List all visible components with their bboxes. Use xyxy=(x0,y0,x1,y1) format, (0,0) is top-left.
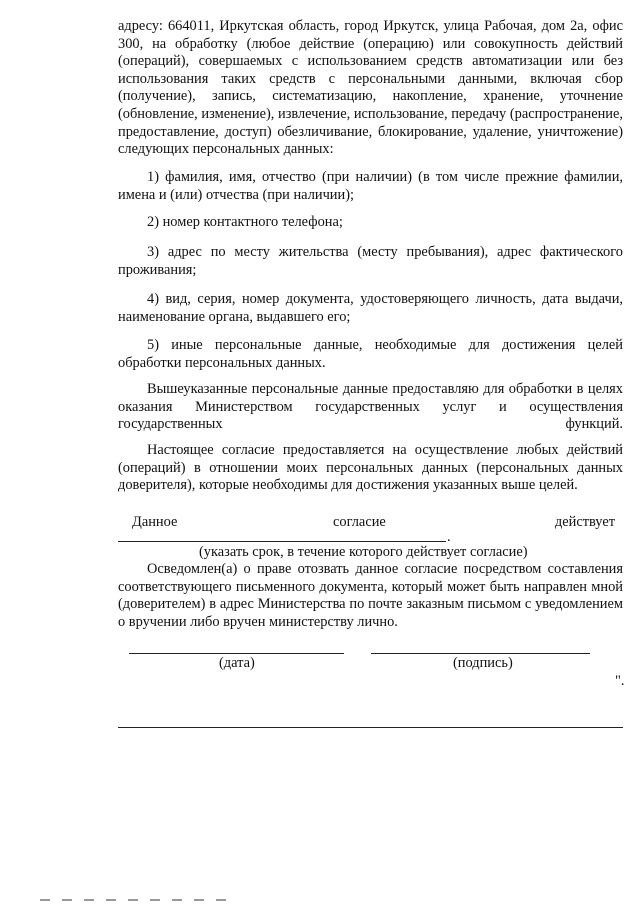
date-label: (дата) xyxy=(219,655,255,671)
list-item: 4) вид, серия, номер документа, удостоверяющего личность, дата выдачи, наименование органа, выдавшего его; xyxy=(118,291,623,325)
validity-word: согласие xyxy=(333,514,386,530)
validity-word: Данное xyxy=(132,514,178,530)
validity-line xyxy=(118,514,623,532)
validity-line-end: . xyxy=(447,529,451,545)
closing-quote: ". xyxy=(615,673,625,689)
validity-hint: (указать срок, в течение которого действует согласие) xyxy=(199,544,528,560)
revoke-paragraph: Осведомлен(а) о праве отозвать данное согласие посредством составления соответствующего письменного документа, который может быть направлен мной (доверителем) в адрес Министерства по почте заказным письмом с уведомлением о вручении либо вручен министерству лично. xyxy=(118,561,623,630)
validity-term-line xyxy=(118,541,446,542)
validity-word: действует xyxy=(554,514,615,530)
signature-line xyxy=(371,653,590,654)
signature-label: (подпись) xyxy=(453,655,513,671)
list-item: 1) фамилия, имя, отчество (при наличии) (в том числе прежние фамилии, имена и (или) отчества (при наличии); xyxy=(118,169,623,203)
list-item: 2) номер контактного телефона; xyxy=(147,214,343,230)
scan-artifact xyxy=(40,899,230,901)
purpose-paragraph: Вышеуказанные персональные данные предоставляю для обработки в целях оказания Министерством государственных услуг и осуществления государственных функций. xyxy=(118,381,623,433)
list-item: 3) адрес по месту жительства (месту пребывания), адрес фактического проживания; xyxy=(118,244,623,278)
list-item: 5) иные персональные данные, необходимые для достижения целей обработки персональных данных. xyxy=(118,337,623,371)
footer-divider xyxy=(118,727,623,728)
scope-paragraph: Настоящее согласие предоставляется на осуществление любых действий (операций) в отношении моих персональных данных (персональных данных доверителя), которые необходимы для достижения указанных выше целей. xyxy=(118,442,623,494)
intro-paragraph: адресу: 664011, Иркутская область, город Иркутск, улица Рабочая, дом 2а, офис 300, на обработку (любое действие (операцию) или совокупность действий (операций), совершаемых с использованием средств автоматизации или без использования таких средств с персональными данными, включая сбор (получение), запись, систематизацию, накопление, хранение, уточнение (обновление, изменение), извлечение, использование, передачу (распространение, предоставление, доступ) обезличивание, блокирование, удаление, уничтожение) следующих персональных данных: xyxy=(118,18,623,158)
date-line xyxy=(129,653,344,654)
